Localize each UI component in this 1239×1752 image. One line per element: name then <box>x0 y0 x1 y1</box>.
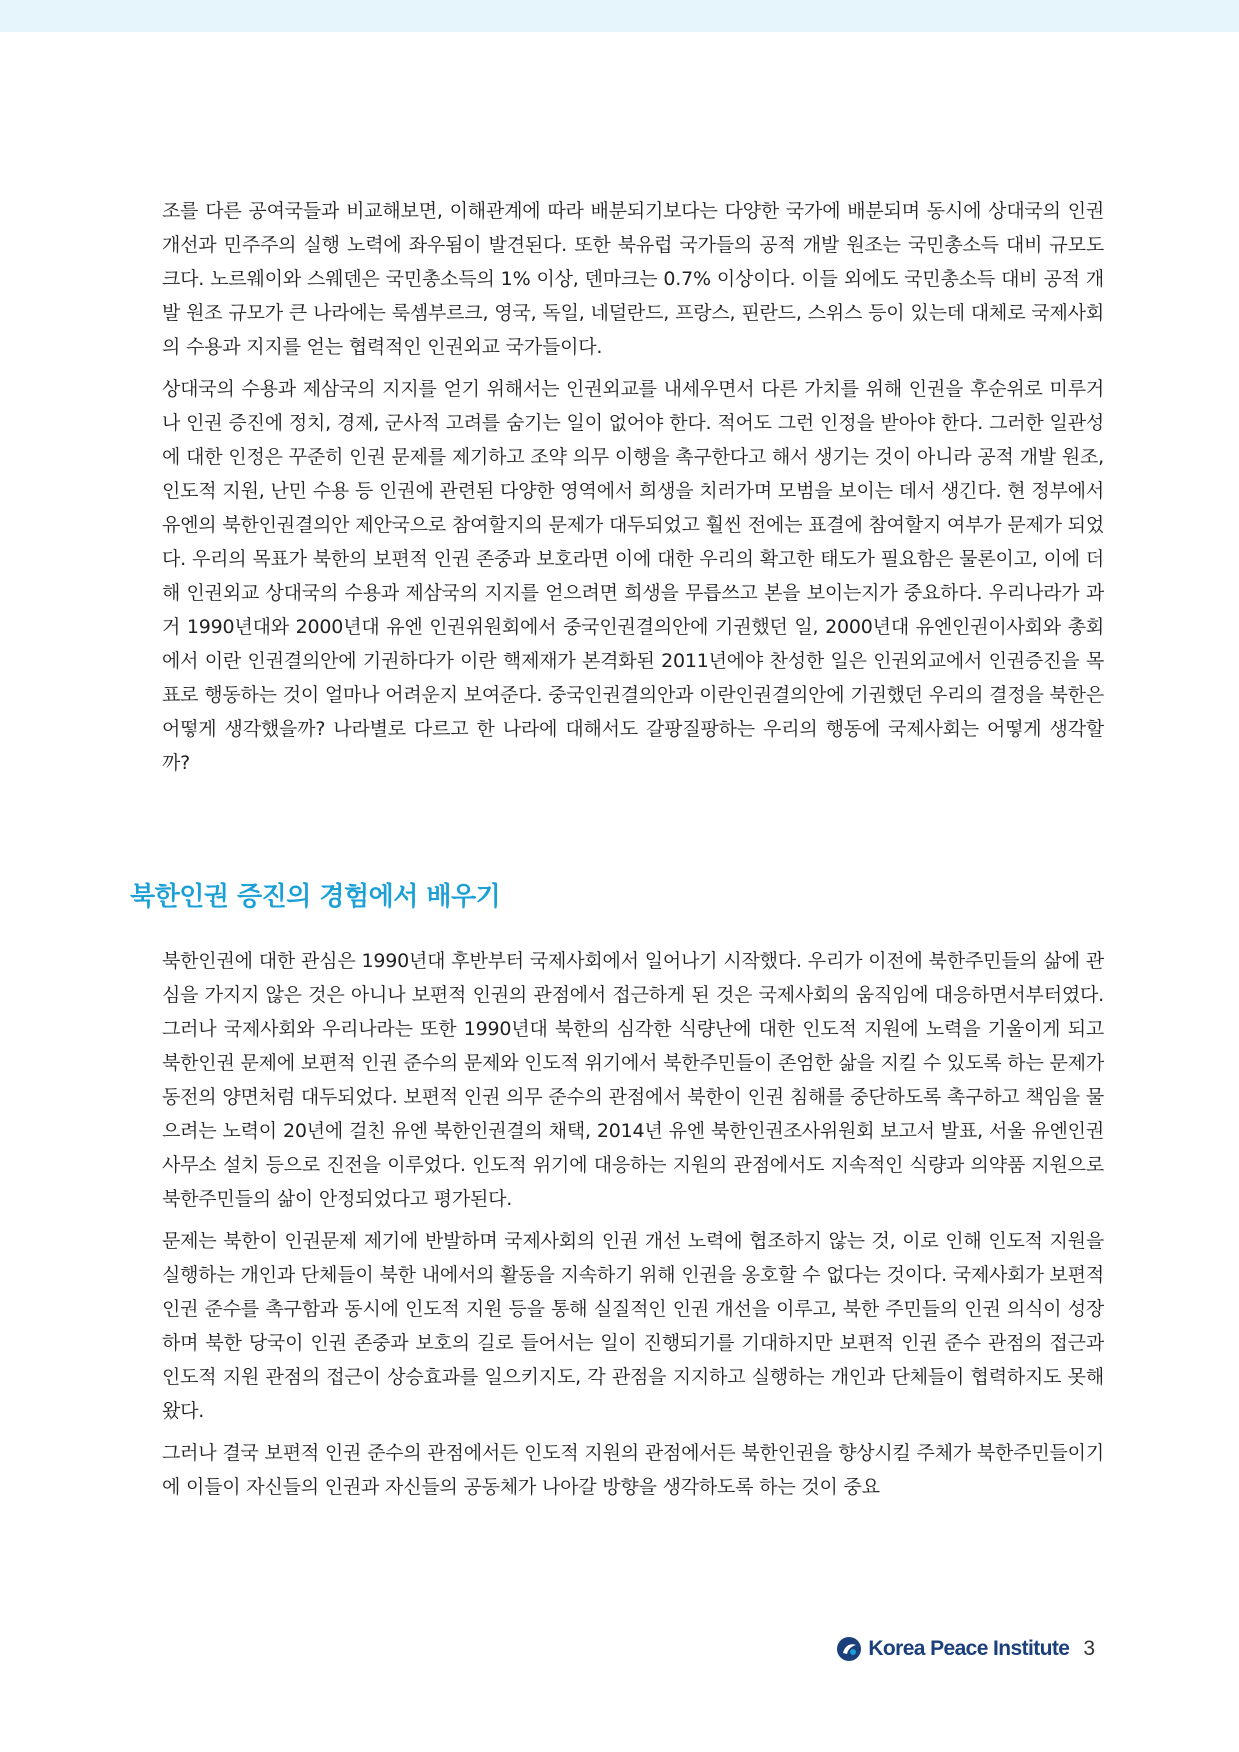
paragraph: 그러나 결국 보편적 인권 준수의 관점에서든 인도적 지원의 관점에서든 북한인권을 향상시킬 주체가 북한주민들이기에 이들이 자신들의 인권과 자신들의 공동체가 나아갈 방향을 생각하도록 하는 것이 중요 <box>162 1442 1104 1498</box>
section-heading: 북한인권 증진의 경험에서 배우기 <box>130 882 501 912</box>
section-1-body <box>162 194 1104 788</box>
paragraph: 북한인권에 대한 관심은 1990년대 후반부터 국제사회에서 일어나기 시작했다. 우리가 이전에 북한주민들의 삶에 관심을 가지지 않은 것은 아니나 보편적 인권의 관점에서 접근하게 된 것은 국제사회의 움직임에 대응하면서부터였다. 그러나 국제사회와 우리나라는 또한 1990년대 북한의 심각한 식량난에 대한 인도적 지원에 노력을 기울이게 되고 북한인권 문제에 보편적 인권 준수의 문제와 인도적 위기에서 북한주민들이 존엄한 삶을 지킬 수 있도록 하는 문제가 동전의 양면처럼 대두되었다. 보편적 인권 의무 준수의 관점에서 북한이 인권 침해를 중단하도록 촉구하고 책임을 물으려는 노력이 20년에 걸친 유엔 북한인권결의 채택, 2014년 유엔 북한인권조사위원회 보고서 발표, 서울 유엔인권사무소 설치 등으로 진전을 이루었다. 인도적 위기에 대응하는 지원의 관점에서도 지속적인 식량과 의약품 지원으로 북한주민들의 삶이 안정되었다고 평가된다. <box>162 950 1104 1210</box>
paragraph: 문제는 북한이 인권문제 제기에 반발하며 국제사회의 인권 개선 노력에 협조하지 않는 것, 이로 인해 인도적 지원을 실행하는 개인과 단체들이 북한 내에서의 활동을 지속하기 위해 인권을 옹호할 수 없다는 것이다. 국제사회가 보편적 인권 준수를 촉구함과 동시에 인도적 지원 등을 통해 실질적인 인권 개선을 이루고, 북한 주민들의 인권 의식이 성장하며 북한 당국이 인권 존중과 보호의 길로 들어서는 일이 진행되기를 기대하지만 보편적 인권 준수 관점의 접근과 인도적 지원 관점의 접근이 상승효과를 일으키지도, 각 관점을 지지하고 실행하는 개인과 단체들이 협력하지도 못해왔다. <box>162 1230 1104 1422</box>
paragraph: 상대국의 수용과 제삼국의 지지를 얻기 위해서는 인권외교를 내세우면서 다른 가치를 위해 인권을 후순위로 미루거나 인권 증진에 정치, 경제, 군사적 고려를 숨기는 일이 없어야 한다. 적어도 그런 인정을 받아야 한다. 그러한 일관성에 대한 인정은 꾸준히 인권 문제를 제기하고 조약 의무 이행을 촉구한다고 해서 생기는 것이 아니라 공적 개발 원조, 인도적 지원, 난민 수용 등 인권에 관련된 다양한 영역에서 희생을 치러가며 모범을 보이는 데서 생긴다. 현 정부에서 유엔의 북한인권결의안 제안국으로 참여할지의 문제가 대두되었고 훨씬 전에는 표결에 참여할지 여부가 문제가 되었다. 우리의 목표가 북한의 보편적 인권 존중과 보호라면 이에 대한 우리의 확고한 태도가 필요함은 물론이고, 이에 더해 인권외교 상대국의 수용과 제삼국의 지지를 얻으려면 희생을 무릅쓰고 본을 보이는지가 중요하다. 우리나라가 과거 1990년대와 2000년대 유엔 인권위원회에서 중국인권결의안에 기권했던 일, 2000년대 유엔인권이사회와 총회에서 이란 인권결의안에 기권하다가 이란 핵제재가 본격화된 2011년에야 찬성한 일은 인권외교에서 인권증진을 목표로 행동하는 것이 얼마나 어려운지 보여준다. 중국인권결의안과 이란인권결의안에 기권했던 우리의 결정을 북한은 어떻게 생각했을까? 나라별로 다르고 한 나라에 대해서도 갈팡질팡하는 우리의 행동에 국제사회는 어떻게 생각할까? <box>162 378 1104 774</box>
header-band <box>0 0 1239 32</box>
korea-peace-institute-logo-icon <box>836 1636 862 1662</box>
page-footer <box>836 1636 1095 1662</box>
paragraph: 조를 다른 공여국들과 비교해보면, 이해관계에 따라 배분되기보다는 다양한 국가에 배분되며 동시에 상대국의 인권 개선과 민주주의 실행 노력에 좌우됨이 발견된다. 또한 북유럽 국가들의 공적 개발 원조는 국민총소득 대비 규모도 크다. 노르웨이와 스웨덴은 국민총소득의 1% 이상, 덴마크는 0.7% 이상이다. 이들 외에도 국민총소득 대비 공적 개발 원조 규모가 큰 나라에는 룩셈부르크, 영국, 독일, 네덜란드, 프랑스, 핀란드, 스위스 등이 있는데 대체로 국제사회의 수용과 지지를 얻는 협력적인 인권외교 국가들이다. <box>162 200 1104 358</box>
page-number: 3 <box>1083 1637 1095 1660</box>
section-2-body <box>162 944 1104 1512</box>
logo-text: Korea Peace Institute <box>868 1637 1070 1660</box>
